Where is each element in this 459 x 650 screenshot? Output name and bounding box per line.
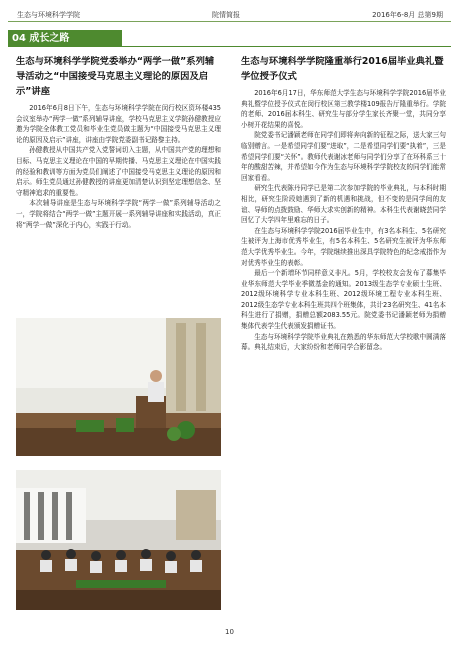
right-paragraph: 最后一个新增环节同样意义非凡。5月，学校校友会发布了募集毕业华东师范大学毕业季微基金的通知。2013级生态学专业硕士生班、2012级环境科学专业本科生班、2012级环境工程专业本科生班、2012级生态学专业本科生班共四个班集体，共计23名研究生、41名本科生进行了捐赠，捐赠总额2083.55元。院党委书记潘颖老师为捐赠集体代表学生代表颁发捐赠证书。: [241, 269, 446, 331]
left-article: [16, 54, 221, 230]
header-rule: [8, 21, 451, 22]
left-paragraph: 本次辅导讲座是生态与环境科学学院“两学一做”系列辅导活动之一，学院将结合“两学一做”主题开展一系列辅导讲座和实践活动，真正将“两学一做”深化于内心，实践于行动。: [16, 199, 221, 229]
audience-photo-icon: [16, 470, 221, 610]
section-label: 04 成长之路: [8, 30, 122, 47]
page-header: [0, 8, 459, 22]
right-paragraph: 院党委书记潘颖老师在同学们即将奔向新的征程之际，送大家三句临别赠言。一是希望同学们要“进取”，二是希望同学们要“执着”，三是希望同学们要“关怀”。教师代表谢冰老师与同学们分享了在环科系三十年的酸甜苦辣，并希望如今作为生态与环境科学学院校友的同学们能常回家看看。: [241, 131, 446, 182]
lecture-photo-icon: [16, 318, 221, 456]
left-paragraph: 2016年6月8日下午，生态与环境科学学院在闵行校区资环楼435会议室举办“两学一做”系列辅导讲座，学校马克思主义学院孙健教授应邀为学院全体教工党员和毕业生党员做主题为“中国接受马克思主义理论的原因及启示”讲座，讲座由学院党委副书记路黎主持。: [16, 104, 221, 144]
header-center: 院情简报: [212, 11, 240, 19]
lecture-photo-graphic: [16, 318, 221, 456]
section-rule: [118, 46, 451, 47]
right-article-title: 生态与环境科学学院隆重举行2016届毕业典礼暨学位授予仪式: [241, 56, 444, 82]
left-paragraph: 孙健教授从中国共产党入党誓词切入主题，从中国共产党的理想和目标、马克思主义理论在中国的早期传播、马克思主义理论在中国实践的经验和教训等方面为党员们阐述了中国接受马克思主义理论的原因和启示。师生党员通过孙健教授的讲座更加清楚认识到坚定理想信念、坚守精神追求的重要性。: [16, 146, 221, 197]
right-paragraph: 生态与环境科学学院毕业典礼在熟悉的华东师范大学校歌中圆满落幕。典礼结束后，大家纷纷和老师同学合影留念。: [241, 332, 446, 352]
right-article: [241, 54, 446, 353]
header-left: 生态与环境科学学院: [17, 11, 80, 19]
right-paragraph: 2016年6月17日，华东师范大学生态与环境科学学院2016届毕业典礼暨学位授予仪式在闵行校区第三教学楼109报告厅隆重举行。学院的老师、2016届本科生、研究生与部分学生家长齐聚一堂，共同分享小树开花结果的喜悦。: [241, 89, 446, 129]
right-paragraph: 研究生代表陈丹同学已是第二次参加学院的毕业典礼，与本科时期相比，研究生阶段她遇到了新的机遇和挑战，但不变的是同学间的友谊、导师的点拨鼓励、华师大求实创新的精神。本科生代表谢晓芸同学回忆了大学四年里难忘的日子。: [241, 184, 446, 225]
audience-photo-graphic: [16, 470, 221, 610]
right-paragraph: 在生态与环境科学学院2016届毕业生中，有3名本科生、5名研究生被评为上海市优秀毕业生，有5名本科生、5名研究生被评为华东师范大学优秀毕业生。今年，学院继续推出深具学院特色的纪念戒指作为对优秀毕业生的表彰。: [241, 226, 446, 267]
left-article-title: 生态与环境科学学院党委举办“两学一做”系列辅导活动之“中国接受马克思主义理论的原因及启示”讲座: [16, 56, 215, 97]
page-number: 10: [225, 628, 234, 636]
header-right: 2016年6-8月 总第9期: [372, 11, 443, 19]
